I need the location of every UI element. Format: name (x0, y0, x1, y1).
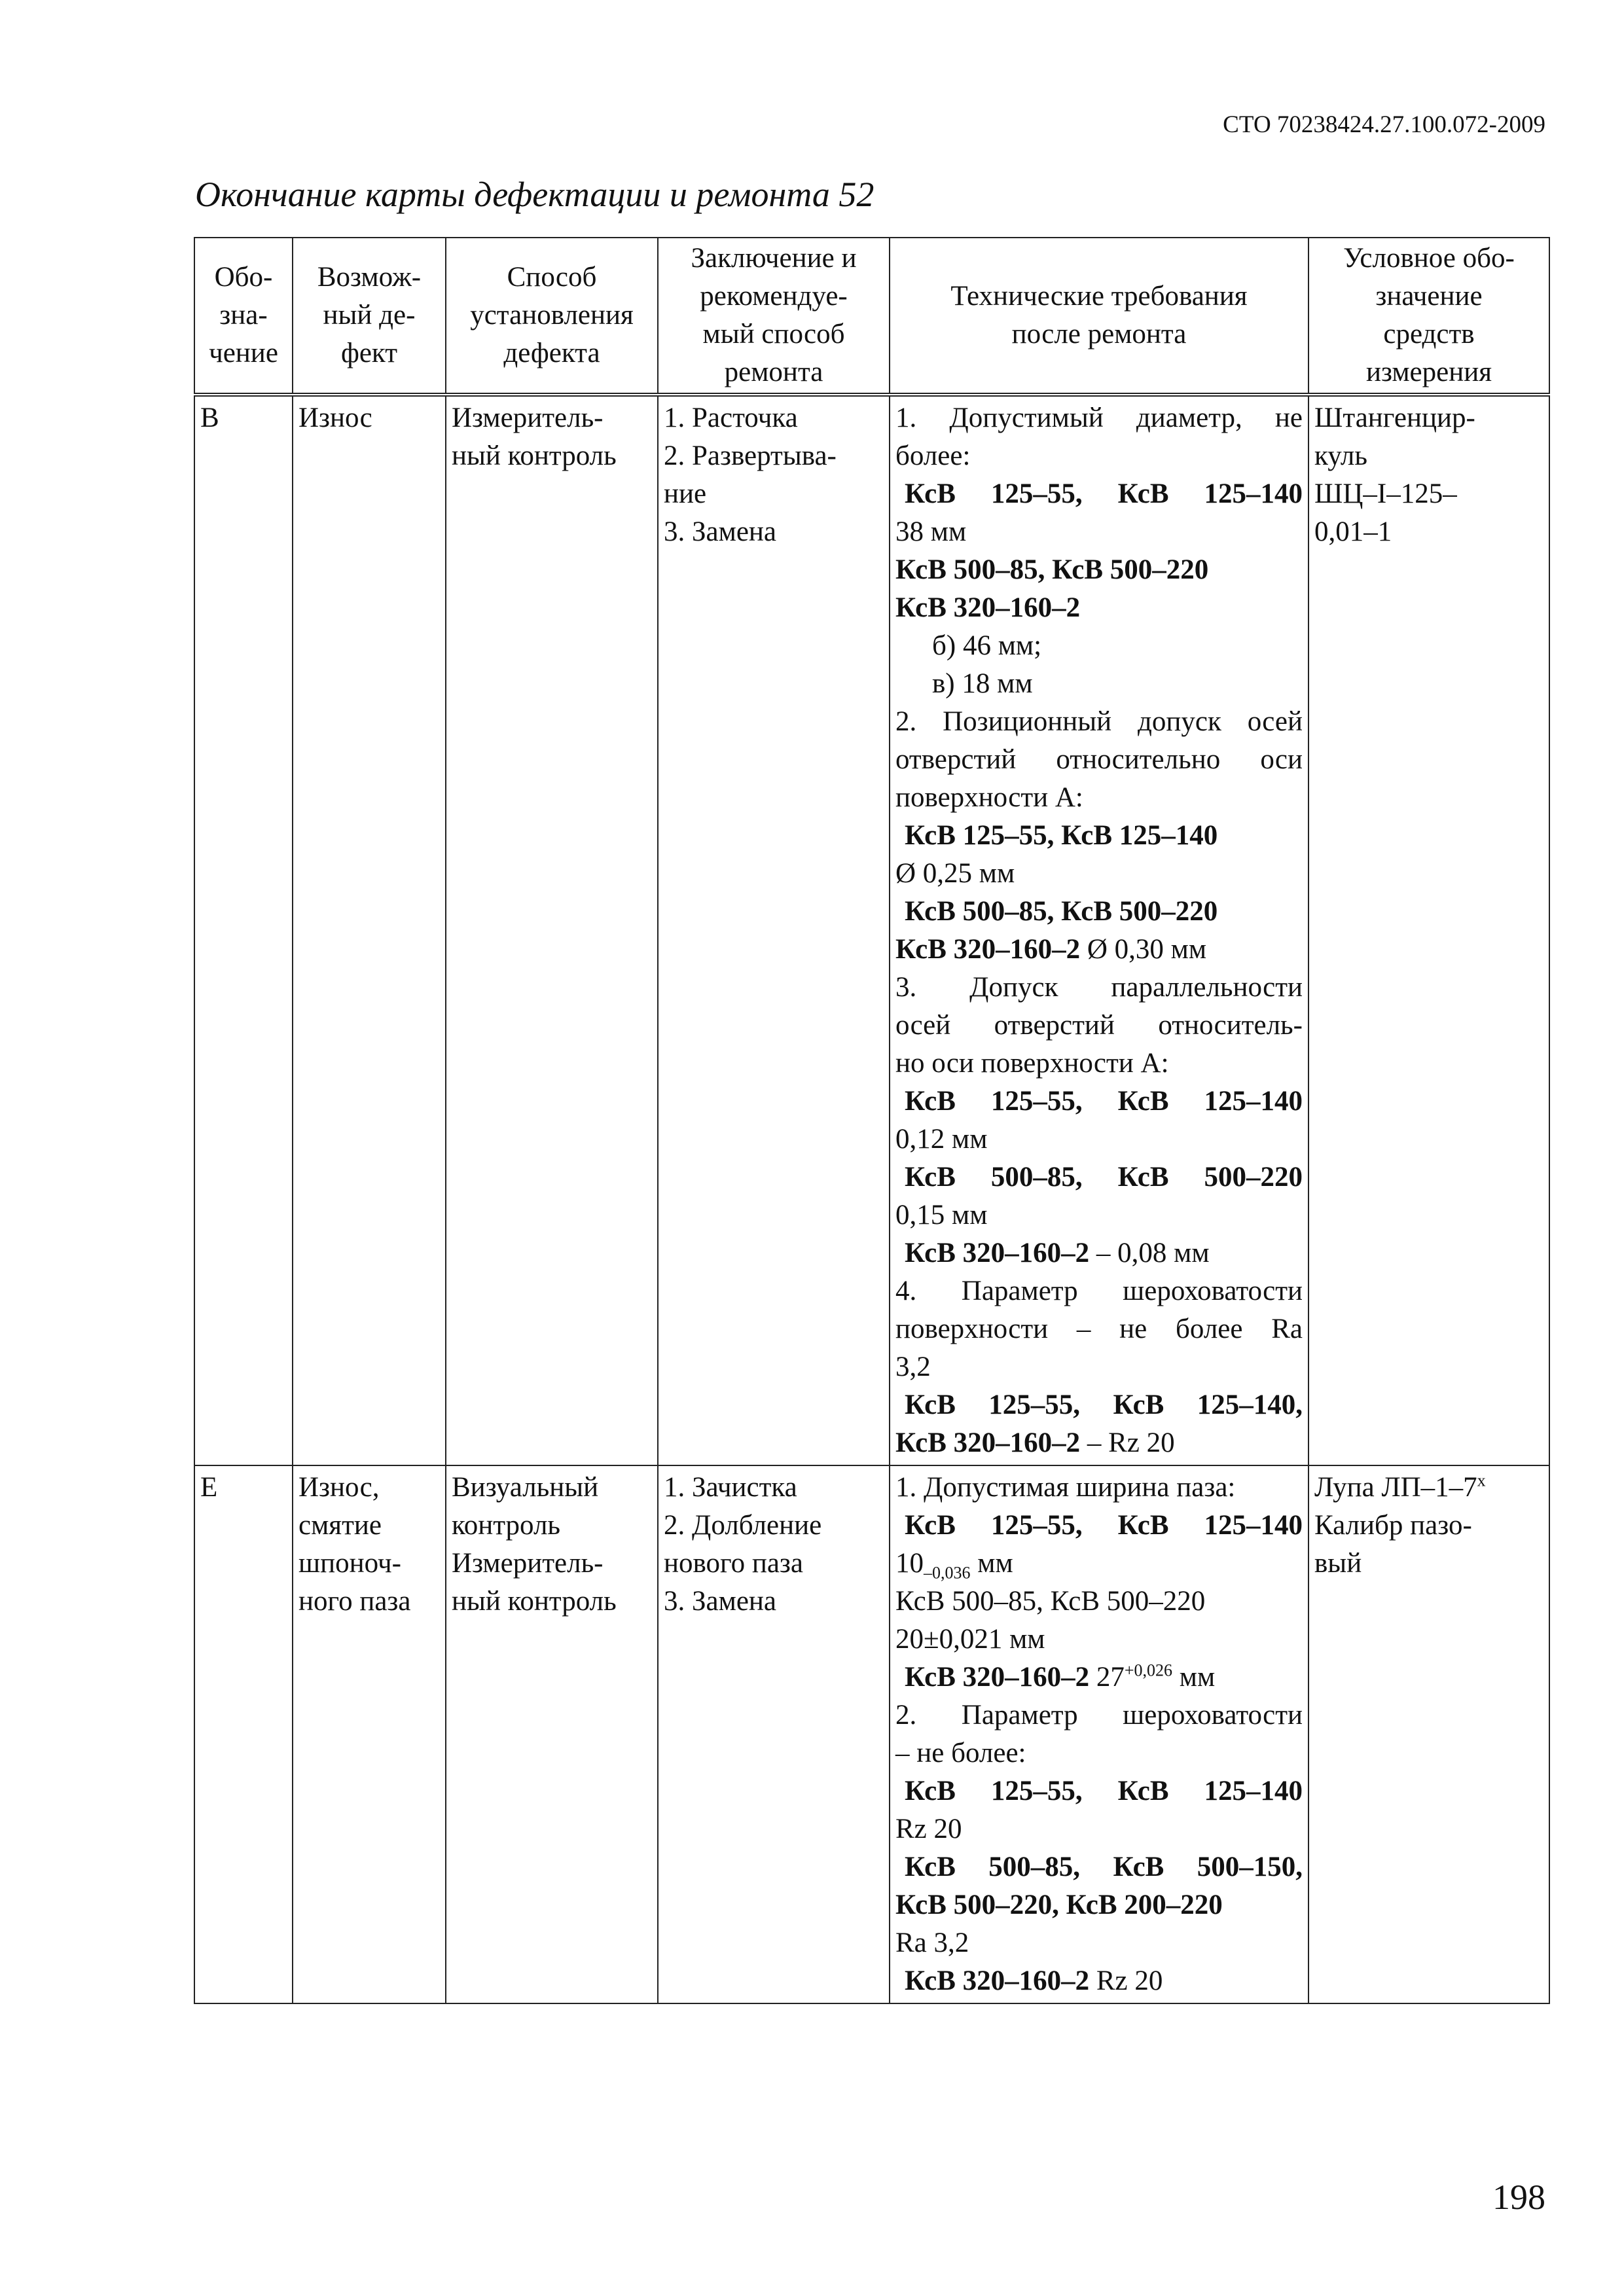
cell-repair-method: 1. Зачистка 2. Долбление нового паза 3. Замена (658, 1465, 890, 2003)
cell-designation: В (194, 395, 293, 1465)
document-code: СТО 70238424.27.100.072-2009 (1223, 111, 1545, 138)
column-header-requirements: Технические требования после ремонта (890, 238, 1308, 395)
column-header-repair-method: Заключение и рекомендуе- мый способ ремонта (658, 238, 890, 395)
table-row (194, 1465, 1549, 2003)
table-heading: Окончание карты дефектации и ремонта 52 (195, 175, 875, 214)
column-header-detection-method: Способ установления дефекта (446, 238, 658, 395)
cell-defect: Износ (293, 395, 446, 1465)
defect-repair-table (194, 237, 1550, 2004)
column-header-measuring-tools: Условное обо- значение средств измерения (1308, 238, 1549, 395)
cell-requirements: 1. Допустимая ширина паза: КсВ 125–55, КсВ 125–140 $10_{-0,036}$ мм КсВ 500–85, КсВ 500–220 20±0,021 мм КсВ 320–160–2 $27^{+0,026}$ мм 2. Параметр шероховатости – не более: КсВ 125–55, КсВ 125–140 Rz 20 КсВ 500–85, КсВ 500–150, КсВ 500–220, КсВ 200–220 Ra 3,2 КсВ 320–160–2 Rz 20 (890, 1465, 1308, 2003)
cell-measuring-tools: Штангенцир- куль ШЦ–I–125– 0,01–1 (1308, 395, 1549, 1465)
cell-defect: Износ, смятие шпоноч- ного паза (293, 1465, 446, 2003)
cell-requirements: 1. Допустимый диаметр, не более: КсВ 125–55, КсВ 125–140 38 мм КсВ 500–85, КсВ 500–220 КсВ 320–160–2 б) 46 мм; в) 18 мм 2. Позиционный допуск осей отверстий относительно оси поверхности А: КсВ 125–55, КсВ 125–140 Ø 0,25 мм КсВ 500–85, КсВ 500–220 КсВ 320–160–2 Ø 0,30 мм 3. Допуск параллельности осей отверстий относитель- но оси поверхности А: КсВ 125–55, КсВ 125–140 0,12 мм КсВ 500–85, КсВ 500–220 0,15 мм КсВ 320–160–2 – 0,08 мм 4. Параметр шероховатости поверхности – не более Ra 3,2 КсВ 125–55, КсВ 125–140, КсВ 320–160–2 – Rz 20 (890, 395, 1308, 1465)
column-header-defect: Возмож- ный де- фект (293, 238, 446, 395)
cell-detection-method: Визуальный контроль Измеритель- ный контроль (446, 1465, 658, 2003)
page-number: 198 (1492, 2178, 1545, 2217)
column-header-designation: Обо- зна- чение (194, 238, 293, 395)
table-header-row (194, 238, 1549, 395)
cell-repair-method: 1. Расточка 2. Развертыва- ние 3. Замена (658, 395, 890, 1465)
cell-designation: Е (194, 1465, 293, 2003)
cell-detection-method: Измеритель- ный контроль (446, 395, 658, 1465)
table-row (194, 395, 1549, 1465)
cell-measuring-tools: Лупа $ЛП-1-7^х$ Калибр пазо- вый (1308, 1465, 1549, 2003)
